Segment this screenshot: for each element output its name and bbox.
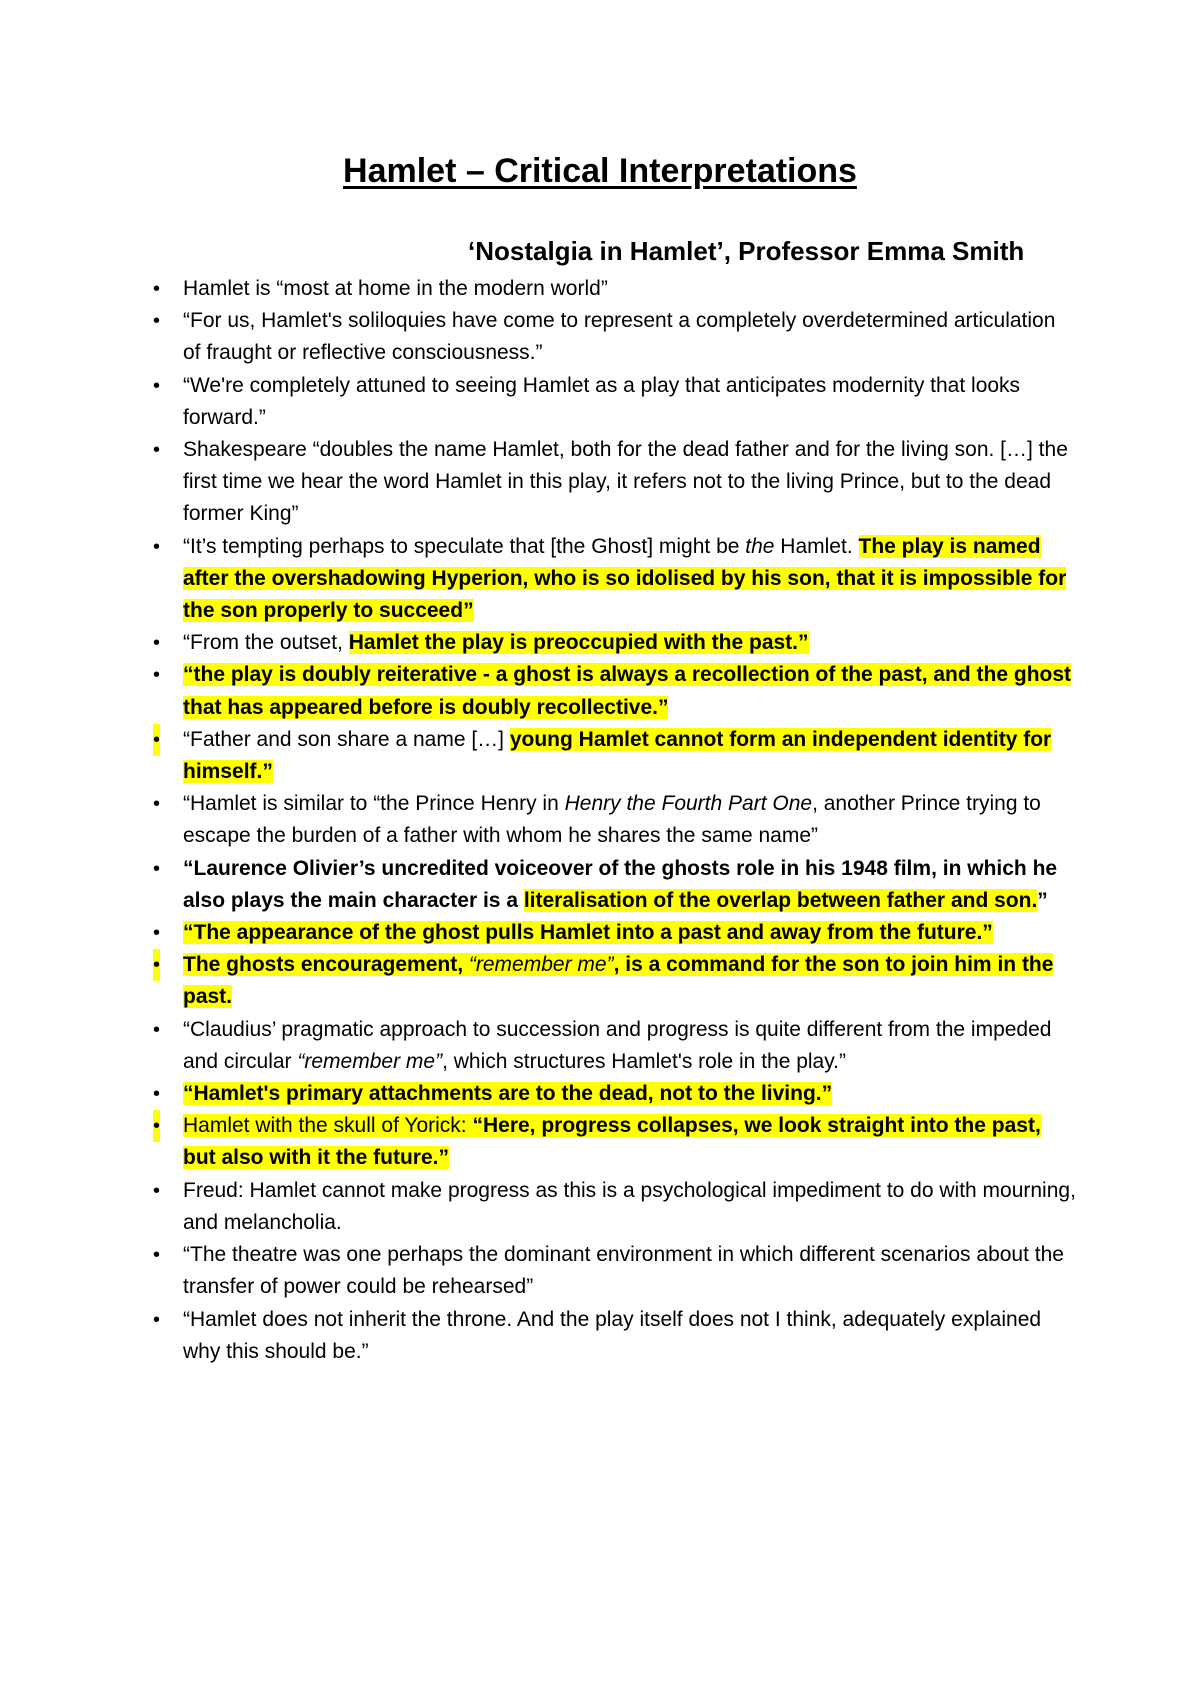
list-item (148, 917, 1078, 949)
text-segment: “Claudius’ pragmatic approach to succession and progress is quite different from the impeded and circular (183, 1017, 1052, 1073)
list-item (148, 724, 1078, 788)
text-segment: “remember me” (297, 1049, 443, 1073)
list-item (148, 1239, 1078, 1303)
list-item (148, 1014, 1078, 1078)
bullet-icon: • (153, 1308, 161, 1331)
text-segment: “Father and son share a name […] (183, 727, 510, 751)
text-segment: “Hamlet is similar to “the Prince Henry in (183, 792, 565, 816)
list-item (148, 1304, 1078, 1368)
text-segment: “We're completely attuned to seeing Hamlet as a play that anticipates modernity that looks forward.” (183, 373, 1021, 429)
bullet-icon: • (153, 374, 161, 397)
text-segment: “the play is doubly reiterative - a ghost is always a recollection of the past, and the ghost that has appeared before is doubly recollective.” (183, 663, 1072, 719)
text-segment: “From the outset, (183, 631, 349, 655)
bullet-icon: • (153, 632, 161, 655)
text-segment: “It’s tempting perhaps to speculate that [the Ghost] might be (183, 534, 746, 558)
text-segment: Shakespeare “doubles the name Hamlet, both for the dead father and for the living son. […] the first time we hear the word Hamlet in this play, it refers not to the living Prince, but to the dead former King” (183, 438, 1068, 526)
text-segment: , is a command for the son to join him in the past. (183, 953, 1054, 1009)
text-segment: “The theatre was one perhaps the dominant environment in which different scenarios about the transfer of power could be rehearsed” (183, 1243, 1064, 1299)
text-segment: literalisation of the overlap between father and son. (523, 888, 1038, 912)
bullet-icon: • (153, 1110, 160, 1142)
list-item (148, 788, 1078, 852)
text-segment: Hamlet. (774, 534, 859, 558)
bullet-icon: • (153, 1018, 161, 1041)
bullet-icon: • (153, 1244, 161, 1267)
text-segment: “For us, Hamlet's soliloquies have come to represent a completely overdetermined articulation of fraught or reflective consciousness.” (183, 309, 1056, 365)
text-segment: “Hamlet's primary attachments are to the dead, not to the living.” (183, 1082, 833, 1106)
text-segment: Hamlet with the skull of Yorick: (183, 1114, 473, 1138)
bullet-icon: • (153, 1179, 161, 1202)
list-item (148, 370, 1078, 434)
bullet-icon: • (153, 664, 161, 687)
bullet-icon: • (153, 857, 161, 880)
text-segment: , which structures Hamlet's role in the play.” (442, 1049, 847, 1073)
text-segment: “Laurence Olivier’s uncredited voiceover of the ghosts role in his 1948 film, in which he also plays the main character is a (183, 856, 1058, 912)
bullet-icon: • (153, 922, 161, 945)
list-item (148, 1175, 1078, 1239)
bullet-icon: • (153, 439, 161, 462)
document-title: Hamlet – Critical Interpretations (343, 152, 857, 190)
text-segment: Hamlet is “most at home in the modern world” (183, 277, 608, 300)
text-segment: “Here, progress collapses, we look straight into the past, but also with it the future.” (183, 1114, 1041, 1170)
bullet-icon: • (153, 949, 160, 981)
text-segment: “The appearance of the ghost pulls Hamlet into a past and away from the future.” (183, 921, 993, 945)
bullet-icon: • (153, 724, 160, 756)
list-item (148, 305, 1078, 369)
list-item (148, 273, 1078, 305)
text-segment: The ghosts encouragement, (183, 953, 469, 977)
list-item (148, 949, 1078, 1013)
list-item (148, 1110, 1078, 1174)
text-segment: Hamlet the play is preoccupied with the past.” (348, 631, 809, 655)
text-segment: “Hamlet does not inherit the throne. And the play itself does not I think, adequately explained why this should be.” (183, 1307, 1042, 1363)
text-segment: “remember me” (468, 953, 614, 977)
bullet-icon: • (153, 278, 161, 300)
list-item (148, 531, 1078, 628)
list-item (148, 1078, 1078, 1110)
bullet-icon: • (153, 310, 161, 333)
text-segment: young Hamlet cannot form an independent identity for himself.” (183, 727, 1052, 784)
text-segment: ” (1037, 888, 1048, 912)
text-segment: Henry the Fourth Part One (564, 792, 813, 816)
section-subtitle: ‘Nostalgia in Hamlet’, Professor Emma Smith (468, 236, 1025, 266)
list-item (148, 627, 1078, 659)
list-item (148, 853, 1078, 917)
bullet-icon: • (153, 535, 161, 558)
text-segment: Freud: Hamlet cannot make progress as this is a psychological impediment to do with mourning, and melancholia. (183, 1178, 1076, 1234)
bullet-icon: • (153, 1083, 161, 1106)
list-item (148, 434, 1078, 531)
text-segment: The play is named after the overshadowing Hyperion, who is so idolised by his son, that it is impossible for the son properly to succeed” (183, 534, 1067, 623)
bullet-list (148, 273, 1078, 1368)
bullet-icon: • (153, 793, 161, 816)
list-item (148, 659, 1078, 723)
text-segment: the (745, 534, 775, 558)
text-segment: , another Prince trying to escape the burden of a father with whom he shares the same name” (183, 792, 1041, 848)
